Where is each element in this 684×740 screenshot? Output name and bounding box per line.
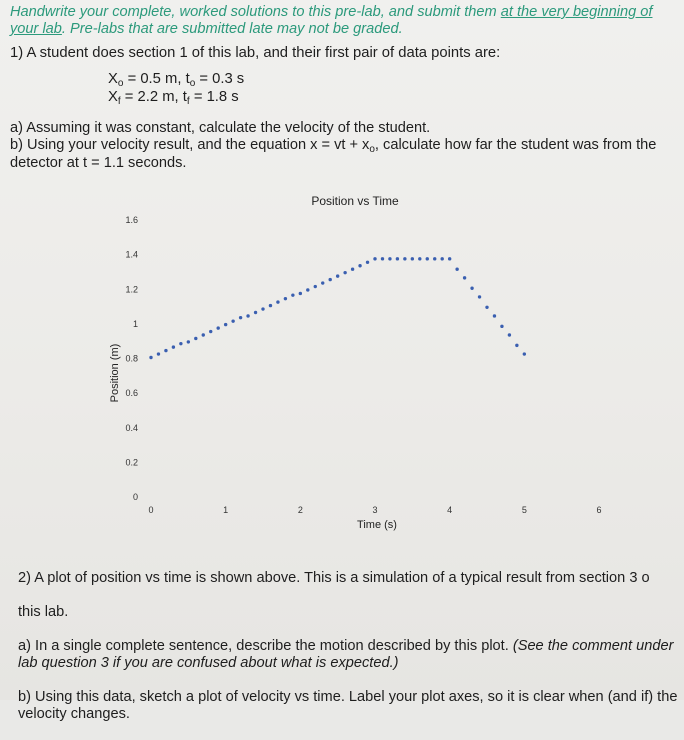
data-point (485, 306, 488, 309)
data-point (149, 356, 152, 359)
data-point (231, 319, 234, 322)
question-2-intro-line2: this lab. (18, 604, 69, 620)
data-point (269, 304, 272, 307)
data-point (478, 295, 481, 298)
data-point (224, 323, 227, 326)
y-tick-label: 1.4 (125, 249, 138, 260)
data-point (500, 325, 503, 328)
x-tick-label: 3 (372, 505, 378, 515)
y-tick-label: 0.6 (125, 388, 138, 399)
data-point (321, 281, 324, 284)
position-vs-time-chart (100, 188, 620, 538)
question-2a: a) In a single complete sentence, describe the motion described by this plot. (See the comment under lab question 3 if you are confused about what is expected.) (18, 638, 674, 671)
chart-title: Position vs Time (311, 194, 399, 208)
data-point (202, 333, 205, 336)
data-point (329, 278, 332, 281)
data-point (358, 264, 361, 267)
data-point (194, 337, 197, 340)
y-tick-label: 1.2 (125, 284, 138, 295)
initial-data-point: $X_o = 0.5$ m, $t_o = 0.3$ s (108, 71, 245, 89)
data-point (455, 268, 458, 271)
data-point (373, 257, 376, 260)
x-tick-labels (148, 505, 601, 515)
data-point (441, 257, 444, 260)
data-point (172, 345, 175, 348)
data-point (291, 293, 294, 296)
data-point (246, 314, 249, 317)
x-tick-label: 4 (447, 505, 453, 515)
data-point (448, 257, 451, 260)
data-point (426, 257, 429, 260)
data-point (366, 261, 369, 264)
instructions-start: Handwrite your complete, worked solutions to this pre-lab, and submit them (10, 4, 501, 20)
data-point (343, 271, 346, 274)
y-tick-label: 0.8 (125, 353, 138, 364)
data-point (157, 352, 160, 355)
data-point (239, 316, 242, 319)
data-point (396, 257, 399, 260)
data-point (209, 330, 212, 333)
chart-ylabel: Position (m) (109, 343, 121, 403)
question-1-intro: 1) A student does section 1 of this lab, and their first pair of data points are: (10, 45, 501, 61)
data-point (254, 311, 257, 314)
y-tick-labels (125, 215, 138, 502)
question-2b: b) Using this data, sketch a plot of velocity vs time. Label your plot axes, so it is clear when (and if) the velocity changes. (18, 689, 678, 722)
data-point (187, 340, 190, 343)
x-tick-label: 1 (223, 505, 229, 515)
x-tick-label: 0 (148, 505, 154, 515)
y-tick-label: 1.6 (125, 215, 138, 225)
question-1a: a) Assuming it was constant, calculate the velocity of the student. (10, 120, 431, 136)
data-point (351, 268, 354, 271)
data-point (299, 292, 302, 295)
y-tick-label: 0.2 (125, 457, 138, 468)
data-point (164, 349, 167, 352)
data-point (284, 297, 287, 300)
x-tick-label: 6 (596, 505, 602, 515)
question-2 (18, 553, 682, 740)
chart-xlabel: Time (s) (357, 519, 397, 531)
data-point (433, 257, 436, 260)
x-tick-label: 5 (521, 505, 527, 515)
data-point (217, 326, 220, 329)
data-point (403, 257, 406, 260)
data-point (276, 300, 279, 303)
data-point (418, 257, 421, 260)
data-point (508, 333, 511, 336)
y-tick-label: 0.4 (125, 422, 138, 433)
final-data-point: $X_f = 2.2$ m, $t_f = 1.8$ s (108, 89, 239, 107)
data-markers (149, 257, 526, 359)
instructions-text (10, 4, 678, 38)
data-point (463, 276, 466, 279)
y-tick-label: 0 (132, 492, 138, 502)
question-2-intro-line1: 2) A plot of position vs time is shown above. This is a simulation of a typical result from section 3 o (18, 570, 650, 586)
data-point (523, 352, 526, 355)
data-point (493, 314, 496, 317)
data-point (261, 307, 264, 310)
data-point (470, 287, 473, 290)
data-point (336, 274, 339, 277)
data-point (306, 288, 309, 291)
data-point (381, 257, 384, 260)
x-tick-label: 2 (297, 505, 303, 515)
data-point (314, 285, 317, 288)
data-point (411, 257, 414, 260)
question-1b: b) Using your velocity result, and the equation x = vt + $x_o$, calculate how far the student was from the detector at t = 1.1 seconds. (10, 137, 657, 171)
instructions-underlined: at the very beginning of your lab (10, 4, 653, 37)
data-point (179, 342, 182, 345)
data-point (515, 344, 518, 347)
y-tick-label: 1 (132, 318, 138, 329)
data-point (388, 257, 391, 260)
instructions-end: . Pre-labs that are submitted late may not be graded. (61, 21, 403, 37)
